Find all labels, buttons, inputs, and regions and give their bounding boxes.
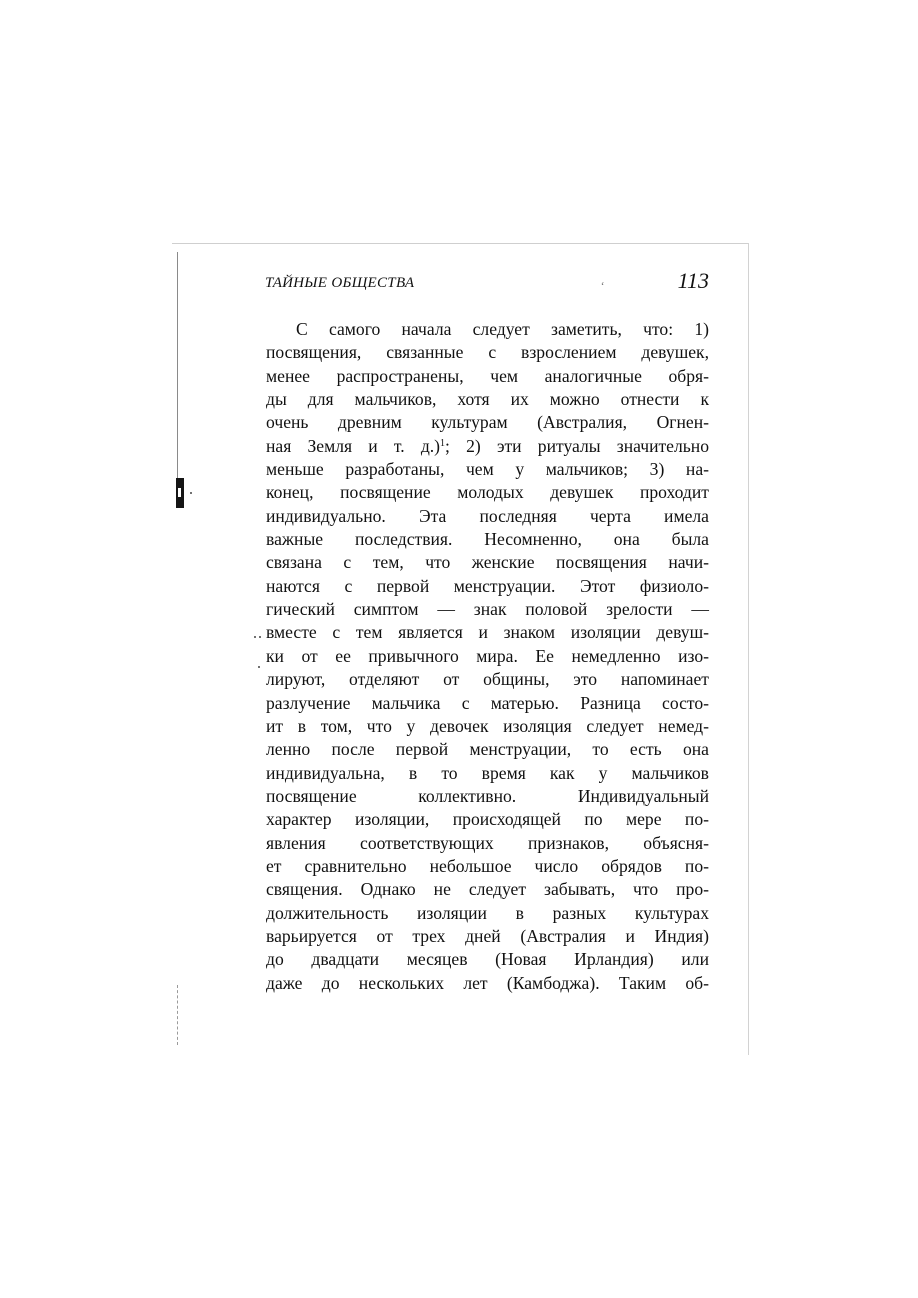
text-line: должительность изоляции в разных культурах (266, 902, 709, 923)
text-line: ки от ее привычного мира. Ее немедленно изо- (266, 645, 709, 666)
scan-artifact-dot (254, 636, 256, 638)
text-line-with-footnote (266, 435, 709, 458)
text-line: посвящение коллективно. Индивидуальный (266, 785, 709, 806)
scan-artifact-tick: ʻ (600, 279, 604, 293)
text-line: посвящения, связанные с взрослением девушек, (266, 342, 709, 363)
text-line: С самого начала следует заметить, что: 1) (296, 319, 709, 339)
page-top-edge (172, 243, 749, 244)
text-line: гический симптом — знак половой зрелости — (266, 599, 709, 620)
running-head: ТАЙНЫЕ ОБЩЕСТВА (265, 275, 415, 291)
footnote-marker[interactable]: 1 (440, 437, 446, 449)
page-header (265, 268, 709, 302)
text-line: наются с первой менструации. Этот физиоло- (266, 575, 709, 596)
text-line: вместе с тем является и знаком изоляции девуш- (266, 622, 709, 643)
text-line: ленно после первой менструации, то есть она (266, 739, 709, 760)
text-line: конец, посвящение молодых девушек проходит (266, 482, 709, 503)
text-line: менее распространены, чем аналогичные обря- (266, 365, 709, 386)
text-line-head: ная Земля и т. д.) (266, 435, 441, 456)
scan-artifact-line (177, 252, 178, 478)
text-line-tail: ; 2) эти ритуалы значительно (445, 435, 709, 456)
scan-artifact-dot (190, 492, 192, 494)
text-line: разлучение мальчика с матерью. Разница состо- (266, 692, 709, 713)
text-line: явления соответствующих признаков, объясня- (266, 832, 709, 853)
text-line: меньше разработаны, чем у мальчиков; 3) на- (266, 459, 709, 480)
scan-artifact-mark (176, 478, 184, 508)
page-number: 113 (677, 268, 709, 293)
text-line: ды для мальчиков, хотя их можно отнести к (266, 389, 709, 410)
scan-artifact-line-lower (177, 985, 178, 1045)
page-right-edge (748, 243, 749, 1055)
text-line: священия. Однако не следует забывать, что про- (266, 879, 709, 900)
scan-artifact-dot (259, 636, 261, 638)
text-line: лируют, отделяют от общины, это напоминает (266, 669, 709, 690)
text-line: до двадцати месяцев (Новая Ирландия) или (266, 949, 709, 970)
text-line: характер изоляции, происходящей по мере по- (266, 809, 709, 830)
text-line: индивидуально. Эта последняя черта имела (266, 505, 709, 526)
scan-artifact-dot (258, 666, 260, 668)
text-line: очень древним культурам (Австралия, Огнен- (266, 412, 709, 433)
text-line: связана с тем, что женские посвящения начи- (266, 552, 709, 573)
text-line: важные последствия. Несомненно, она была (266, 529, 709, 550)
text-line: ит в том, что у девочек изоляция следует немед- (266, 715, 709, 736)
text-line: индивидуальна, в то время как у мальчиков (266, 762, 709, 783)
text-line: ет сравнительно небольшое число обрядов по- (266, 855, 709, 876)
text-line: варьируется от трех дней (Австралия и Индия) (266, 925, 709, 946)
body-paragraph (266, 318, 709, 995)
text-line: даже до нескольких лет (Камбоджа). Таким об- (266, 972, 709, 993)
